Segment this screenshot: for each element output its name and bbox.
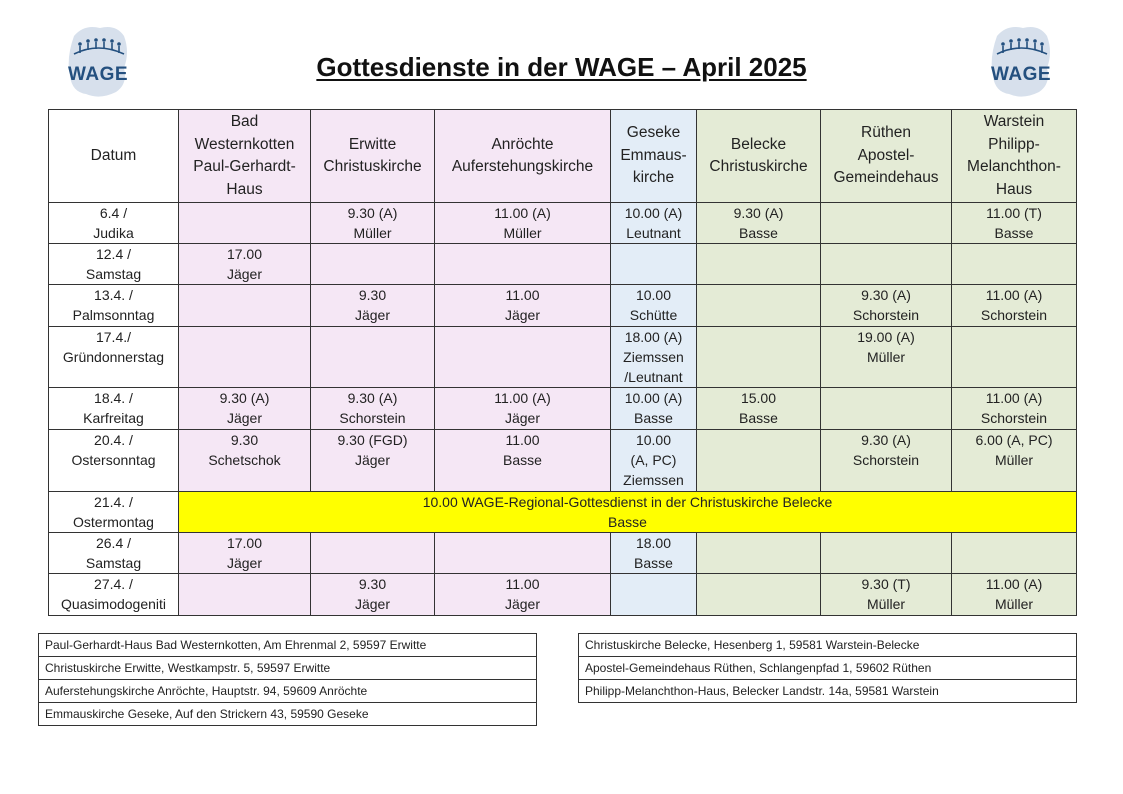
service-line: Jäger xyxy=(354,596,391,612)
service-line: 10.00 xyxy=(635,432,672,448)
date-line: Gründonnerstag xyxy=(62,349,165,365)
service-line: (A, PC) xyxy=(630,452,677,468)
service-line: Basse xyxy=(634,410,673,426)
service-line: Leutnant xyxy=(626,225,681,241)
service-cell-bad-westernkotten xyxy=(179,574,311,616)
service-line: 10.00 WAGE-Regional-Gottesdienst in der Christuskirche Belecke xyxy=(422,494,833,510)
service-cell-bad-westernkotten xyxy=(179,430,311,492)
service-cell-geseke xyxy=(611,203,697,244)
date-cell xyxy=(49,203,179,244)
service-line: Schorstein xyxy=(980,307,1048,323)
service-line: 9.30 (A) xyxy=(861,432,911,448)
service-line: Basse xyxy=(634,555,673,571)
date-line: Palmsonntag xyxy=(72,307,155,323)
service-cell-belecke xyxy=(697,327,821,388)
service-line: Jäger xyxy=(226,410,263,426)
service-cell-erwitte xyxy=(311,533,435,574)
table-row xyxy=(49,574,1077,616)
service-cell-ruethen xyxy=(821,533,952,574)
service-line: Jäger xyxy=(226,266,263,282)
service-cell-belecke xyxy=(697,285,821,327)
service-cell-erwitte xyxy=(311,244,435,285)
column-header-line: Erwitte xyxy=(348,135,397,153)
service-cell-erwitte xyxy=(311,285,435,327)
service-line: Jäger xyxy=(504,307,541,323)
column-header-line: Warstein xyxy=(983,113,1045,130)
service-line: Schorstein xyxy=(852,452,920,468)
service-line: 11.00 xyxy=(505,432,540,448)
service-line: Müller xyxy=(503,225,542,241)
date-line: Samstag xyxy=(85,555,142,571)
service-cell-geseke xyxy=(611,327,697,388)
service-line: Ziemssen xyxy=(623,472,684,488)
column-header-line: Emmaus- xyxy=(620,146,687,164)
address-text: Christuskirche Belecke, Hesenberg 1, 59581 Warstein-Belecke xyxy=(579,634,1077,657)
date-cell xyxy=(49,327,179,388)
date-line: 17.4./ xyxy=(95,329,132,345)
column-header-line: Anröchte xyxy=(491,135,554,153)
address-row xyxy=(579,680,1077,703)
service-line: 9.30 (A) xyxy=(861,287,911,303)
date-cell xyxy=(49,533,179,574)
service-cell-anroechte xyxy=(435,244,611,285)
service-line: Schorstein xyxy=(339,410,406,426)
service-line: 9.30 (A) xyxy=(733,205,784,221)
column-header-line: Christuskirche xyxy=(323,158,422,175)
column-header-line: Auferstehungskirche xyxy=(451,158,594,175)
table-row xyxy=(49,203,1077,244)
service-cell-geseke xyxy=(611,430,697,492)
table-row xyxy=(49,430,1077,492)
service-cell-geseke xyxy=(611,244,697,285)
service-line: 10.00 (A) xyxy=(624,205,683,221)
service-line: 15.00 xyxy=(740,390,777,406)
service-cell-geseke xyxy=(611,533,697,574)
service-line: 18.00 xyxy=(635,535,672,551)
service-cell-geseke xyxy=(611,285,697,327)
service-cell-bad-westernkotten xyxy=(179,203,311,244)
column-header-erwitte xyxy=(311,110,435,203)
service-cell-warstein xyxy=(952,533,1077,574)
service-line: Jäger xyxy=(504,410,541,426)
service-line: 9.30 xyxy=(358,287,387,303)
column-header-line: kirche xyxy=(632,169,675,187)
service-line: 11.00 (A) xyxy=(494,390,551,406)
service-cell-anroechte xyxy=(435,574,611,616)
regional-service-cell xyxy=(179,492,1077,533)
address-row xyxy=(39,680,537,703)
service-cell-anroechte xyxy=(435,285,611,327)
table-row xyxy=(49,492,1077,533)
column-header-line: Haus xyxy=(226,180,263,198)
table-row xyxy=(49,388,1077,430)
service-line: 10.00 (A) xyxy=(624,390,683,406)
service-cell-erwitte xyxy=(311,203,435,244)
service-cell-warstein xyxy=(952,574,1077,616)
service-line: 18.00 (A) xyxy=(624,329,683,345)
service-cell-ruethen xyxy=(821,327,952,388)
service-line: 17.00 xyxy=(226,246,263,262)
date-cell xyxy=(49,285,179,327)
column-header-line: Westernkotten xyxy=(194,135,295,153)
column-header-line: Gemeindehaus xyxy=(833,169,939,187)
date-line: Quasimodogeniti xyxy=(60,596,167,612)
date-line: 21.4. / xyxy=(94,494,133,510)
header-row xyxy=(49,110,1077,203)
service-line: Schütte xyxy=(629,307,678,323)
service-cell-bad-westernkotten xyxy=(179,533,311,574)
date-line: Ostermontag xyxy=(73,514,154,530)
service-cell-anroechte xyxy=(435,430,611,492)
service-line: 9.30 (A) xyxy=(347,390,398,406)
service-line: Basse xyxy=(739,225,778,241)
service-line: Basse xyxy=(994,225,1034,241)
service-line: Jäger xyxy=(504,596,541,612)
address-text: Philipp-Melanchthon-Haus, Belecker Landstr. 14a, 59581 Warstein xyxy=(579,680,1077,703)
service-cell-anroechte xyxy=(435,327,611,388)
column-header-line: Philipp- xyxy=(988,135,1040,153)
service-cell-erwitte xyxy=(311,327,435,388)
service-cell-ruethen xyxy=(821,244,952,285)
service-cell-bad-westernkotten xyxy=(179,244,311,285)
service-cell-anroechte xyxy=(435,533,611,574)
service-line: 9.30 (T) xyxy=(861,576,911,592)
service-line: Jäger xyxy=(226,555,263,571)
service-cell-belecke xyxy=(697,244,821,285)
service-cell-belecke xyxy=(697,388,821,430)
date-line: Ostersonntag xyxy=(71,452,156,468)
service-line: Schorstein xyxy=(852,307,920,323)
service-line: 11.00 xyxy=(505,576,540,592)
service-line: 9.30 (A) xyxy=(219,390,270,406)
address-text: Emmauskirche Geseke, Auf den Strickern 43, 59590 Geseke xyxy=(39,703,537,726)
service-line: Müller xyxy=(994,452,1034,468)
service-cell-ruethen xyxy=(821,285,952,327)
table-row xyxy=(49,285,1077,327)
schedule-body xyxy=(49,203,1077,616)
service-cell-warstein xyxy=(952,244,1077,285)
date-line: Judika xyxy=(93,225,134,241)
column-header-line: Bad xyxy=(230,113,259,130)
service-cell-belecke xyxy=(697,574,821,616)
service-cell-belecke xyxy=(697,533,821,574)
service-line: Müller xyxy=(866,596,906,612)
column-header-anroechte xyxy=(435,110,611,203)
address-row xyxy=(579,634,1077,657)
service-cell-erwitte xyxy=(311,430,435,492)
service-cell-warstein xyxy=(952,388,1077,430)
address-table-right xyxy=(578,633,1077,703)
logo-text: WAGE xyxy=(67,64,129,85)
service-line: Basse xyxy=(503,452,542,468)
service-line: Müller xyxy=(866,349,906,365)
service-cell-warstein xyxy=(952,203,1077,244)
column-header-warstein xyxy=(952,110,1077,203)
service-line: Ziemssen xyxy=(623,349,684,365)
date-cell xyxy=(49,244,179,285)
address-table-left xyxy=(38,633,537,726)
date-line: Samstag xyxy=(85,266,142,282)
address-text: Apostel-Gemeindehaus Rüthen, Schlangenpfad 1, 59602 Rüthen xyxy=(579,657,1077,680)
column-header-bad-westernkotten xyxy=(179,110,311,203)
schedule-table xyxy=(48,109,1077,616)
date-line: 13.4. / xyxy=(94,287,133,303)
column-header-line: Belecke xyxy=(730,135,787,153)
service-line: 11.00 (A) xyxy=(985,287,1043,303)
column-header-line: Haus xyxy=(995,180,1033,198)
service-cell-ruethen xyxy=(821,574,952,616)
column-header-line: Christuskirche xyxy=(709,158,808,175)
date-line: 12.4 / xyxy=(95,246,132,262)
service-line: Müller xyxy=(994,596,1034,612)
service-line: 11.00 (A) xyxy=(494,205,551,221)
service-cell-bad-westernkotten xyxy=(179,285,311,327)
service-line: 9.30 (A) xyxy=(347,205,398,221)
column-header-line: Datum xyxy=(90,146,137,164)
service-line: Jäger xyxy=(354,452,391,468)
service-line: 9.30 xyxy=(358,576,387,592)
address-row xyxy=(39,657,537,680)
service-cell-warstein xyxy=(952,327,1077,388)
service-cell-anroechte xyxy=(435,203,611,244)
service-cell-erwitte xyxy=(311,574,435,616)
column-header-line: Rüthen xyxy=(861,124,911,142)
address-text: Paul-Gerhardt-Haus Bad Westernkotten, Am Ehrenmal 2, 59597 Erwitte xyxy=(39,634,537,657)
service-line: Basse xyxy=(739,410,778,426)
page-title-text: Gottesdienste in der WAGE – April 2025 xyxy=(316,52,807,82)
address-row xyxy=(579,657,1077,680)
service-cell-belecke xyxy=(697,203,821,244)
service-line: Müller xyxy=(353,225,392,241)
service-cell-belecke xyxy=(697,430,821,492)
column-header-datum xyxy=(49,110,179,203)
date-line: Karfreitag xyxy=(83,410,144,426)
date-cell xyxy=(49,574,179,616)
service-line: 9.30 (FGD) xyxy=(337,432,408,448)
date-line: 26.4 / xyxy=(95,535,132,551)
address-text: Christuskirche Erwitte, Westkampstr. 5, 59597 Erwitte xyxy=(39,657,537,680)
service-line: Schetschok xyxy=(208,452,281,468)
service-cell-erwitte xyxy=(311,388,435,430)
column-header-geseke xyxy=(611,110,697,203)
service-cell-geseke xyxy=(611,388,697,430)
service-cell-warstein xyxy=(952,285,1077,327)
date-cell xyxy=(49,430,179,492)
service-line: 17.00 xyxy=(226,535,263,551)
service-cell-ruethen xyxy=(821,430,952,492)
column-header-ruethen xyxy=(821,110,952,203)
service-cell-warstein xyxy=(952,430,1077,492)
column-header-belecke xyxy=(697,110,821,203)
service-line: 9.30 xyxy=(230,432,259,448)
service-cell-bad-westernkotten xyxy=(179,327,311,388)
page-title xyxy=(0,52,1123,83)
column-header-line: Melanchthon- xyxy=(967,158,1061,175)
table-row xyxy=(49,327,1077,388)
address-row xyxy=(39,634,537,657)
service-line: Jäger xyxy=(354,307,391,323)
table-row xyxy=(49,244,1077,285)
service-line: 11.00 xyxy=(505,287,540,303)
service-cell-anroechte xyxy=(435,388,611,430)
address-row xyxy=(39,703,537,726)
service-line: Basse xyxy=(608,514,647,530)
column-header-line: Geseke xyxy=(626,124,681,142)
service-line: 6.00 (A, PC) xyxy=(975,432,1053,448)
service-line: /Leutnant xyxy=(624,369,683,385)
date-cell xyxy=(49,388,179,430)
address-text: Auferstehungskirche Anröchte, Hauptstr. 94, 59609 Anröchte xyxy=(39,680,537,703)
table-row xyxy=(49,533,1077,574)
date-line: 27.4. / xyxy=(94,576,133,592)
service-cell-geseke xyxy=(611,574,697,616)
service-cell-bad-westernkotten xyxy=(179,388,311,430)
date-cell xyxy=(49,492,179,533)
service-line: 11.00 (T) xyxy=(986,205,1042,221)
service-cell-ruethen xyxy=(821,203,952,244)
service-line: 10.00 xyxy=(635,287,672,303)
date-line: 6.4 / xyxy=(99,205,128,221)
column-header-line: Apostel- xyxy=(857,146,915,164)
service-line: 19.00 (A) xyxy=(857,329,915,345)
logo-text: WAGE xyxy=(990,64,1052,85)
service-line: 11.00 (A) xyxy=(985,390,1043,406)
service-line: 11.00 (A) xyxy=(985,576,1043,592)
service-line: Schorstein xyxy=(980,410,1048,426)
column-header-line: Paul-Gerhardt- xyxy=(193,158,296,175)
date-line: 20.4. / xyxy=(94,432,133,448)
date-line: 18.4. / xyxy=(94,390,133,406)
service-cell-ruethen xyxy=(821,388,952,430)
